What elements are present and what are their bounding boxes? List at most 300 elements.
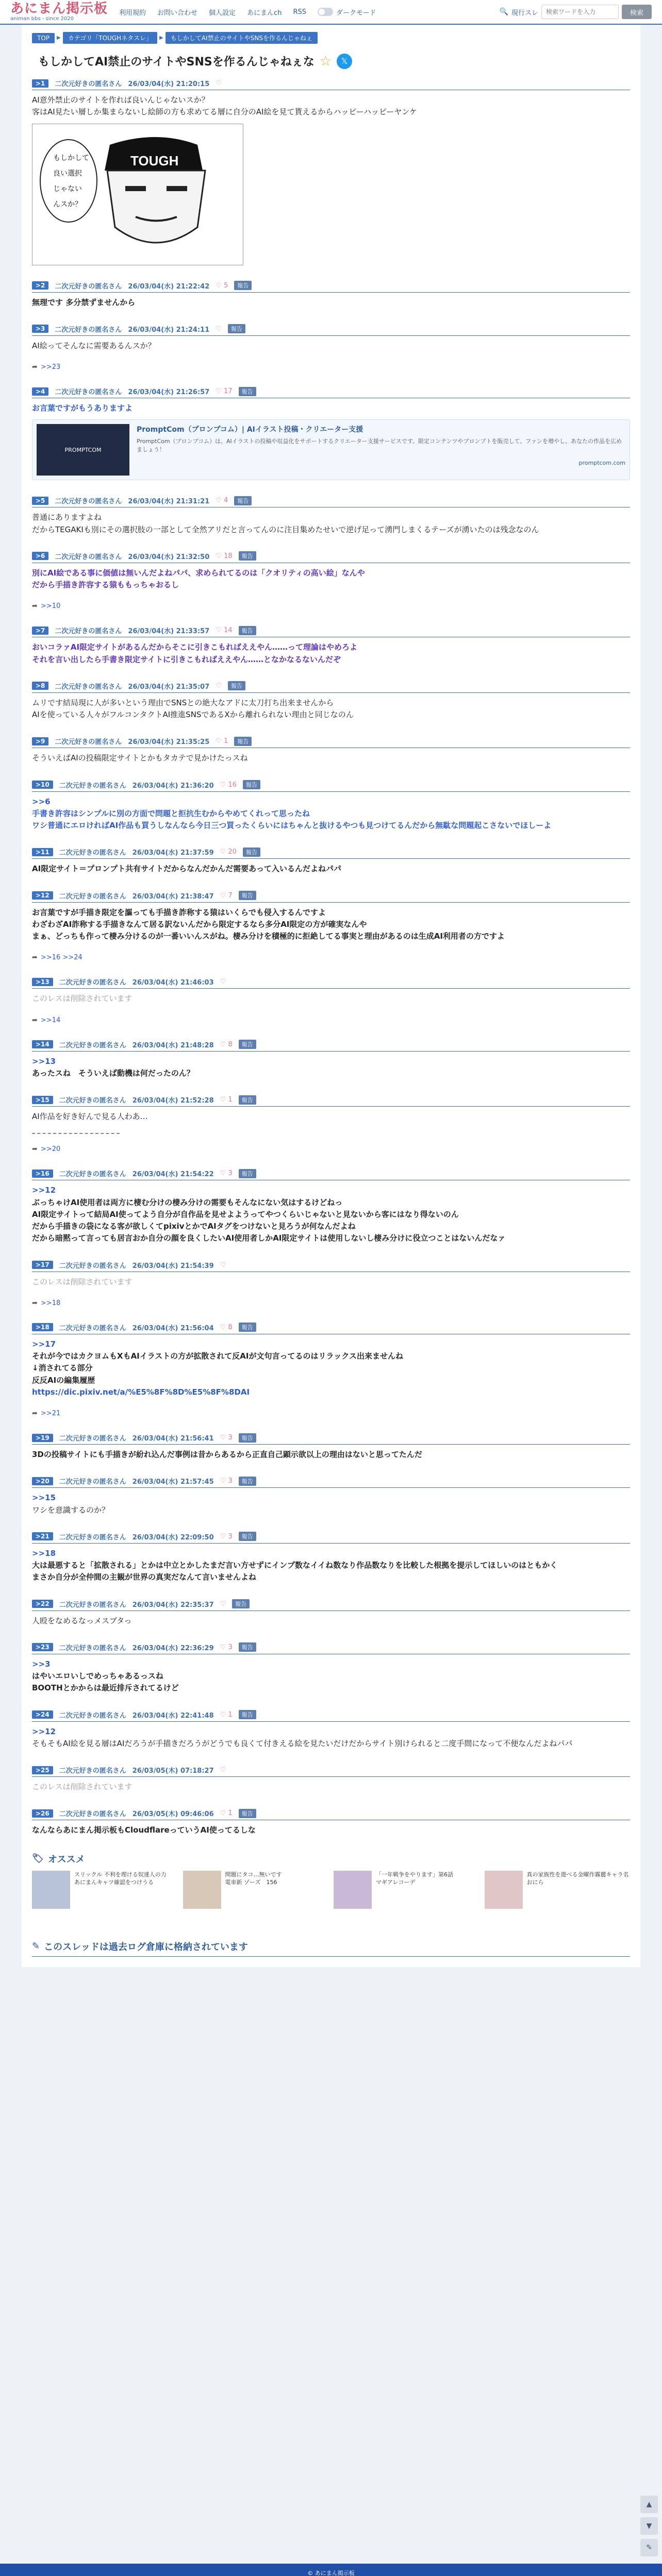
post	[32, 891, 630, 962]
pencil-icon: ✎	[32, 1941, 40, 1952]
post-number[interactable]: >14	[32, 1040, 53, 1048]
post-line: ワシ普通にエロければAI作品も買うしなんなら今日三つ買ったくらいにはちゃんと抜けるやつも見つけてるんだから無駄な問題起こさないでほしーよ	[32, 821, 552, 830]
like-count: 20	[228, 848, 237, 856]
post-body	[32, 340, 630, 352]
like-heart-icon[interactable]: ♡	[216, 325, 222, 333]
post-line[interactable]: >>17	[32, 1339, 56, 1349]
post-line: ムリです結局現に人が多いという理由でSNSとの絶大なアドに太刀打ち出来ませんから	[32, 698, 334, 707]
post	[32, 78, 630, 265]
post-number[interactable]: >19	[32, 1434, 53, 1442]
post-line: このレスは削除されています	[32, 1782, 133, 1791]
post-date: 26/03/04(水) 22:09:50	[132, 1533, 214, 1541]
svg-text:もしかして: もしかして	[53, 154, 89, 162]
like-heart-icon[interactable]: ♡ 1	[220, 1809, 233, 1818]
like-heart-icon[interactable]: ♡ 14	[216, 626, 233, 635]
recommend-line1: 「一年戦争をやります」第6話	[376, 1871, 453, 1878]
like-heart-icon[interactable]: ♡ 5	[216, 281, 228, 290]
manga-panel-image[interactable]	[32, 124, 243, 265]
like-heart-icon[interactable]: ♡ 3	[220, 1477, 233, 1485]
post-line: 人殴をなめるなっメスブタっ	[32, 1616, 132, 1625]
post-body	[32, 1658, 630, 1694]
post	[32, 1710, 630, 1750]
post-number[interactable]: >20	[32, 1477, 53, 1485]
like-count: 3	[228, 1434, 233, 1442]
post-header	[32, 1765, 630, 1777]
post-author: 二次元好きの匿名さん	[59, 1097, 126, 1105]
reply-anchor[interactable]: >>20	[40, 1145, 61, 1154]
post	[32, 324, 630, 371]
reply-links[interactable]	[32, 363, 630, 371]
post-line[interactable]: >>12	[32, 1726, 56, 1736]
post-line: だから手描きの袋になる客が欲しくてpixivとかでAIタグをつけないと見ろうが何なんだよね	[32, 1222, 356, 1231]
embed-title[interactable]: PromptCom（プロンプコム）| AIイラスト投稿・クリエーター支援	[137, 426, 363, 434]
recommend-thumbnail[interactable]	[183, 1871, 221, 1909]
post-line: 反反AIの編集履歴	[32, 1375, 95, 1385]
post-date: 26/03/04(水) 21:54:39	[132, 1262, 214, 1270]
logo-text[interactable]: あにまん掲示板	[10, 1, 108, 16]
post-date: 26/03/04(水) 21:57:45	[132, 1478, 214, 1486]
post-header	[32, 496, 630, 507]
report-button[interactable]: 報告	[228, 681, 245, 690]
like-count: 16	[228, 781, 237, 789]
post-line: なんならあにまん掲示板もCloudflareっていうAI使ってるしな	[32, 1825, 256, 1835]
reply-anchor[interactable]: >>21	[40, 1410, 61, 1417]
post-line[interactable]: >>6	[32, 796, 51, 806]
post-line: あったスね そういえば動機は何だったのん？	[32, 1068, 194, 1078]
post-header	[32, 324, 630, 336]
favorite-star-icon[interactable]: ☆	[319, 53, 332, 69]
twitter-share-icon[interactable]: 𝕏	[337, 54, 352, 69]
post-line: ワシを意識するのか？	[32, 1505, 110, 1515]
like-heart-icon[interactable]: ♡	[220, 978, 226, 986]
recommend-thumbnail[interactable]	[334, 1871, 372, 1909]
post	[32, 681, 630, 721]
post-date: 26/03/04(水) 21:32:50	[128, 553, 210, 561]
nav-rss[interactable]: RSS	[293, 8, 306, 16]
post-date: 26/03/04(水) 21:26:57	[128, 388, 210, 396]
recommend-line1: スリックル 不利を理ける奴達人の力	[74, 1871, 167, 1878]
post	[32, 1323, 630, 1417]
post-date: 26/03/04(水) 21:31:21	[128, 498, 210, 506]
post	[32, 1095, 630, 1153]
thread-title-row	[38, 53, 630, 69]
post-line: 普通にありますよね	[32, 513, 102, 522]
like-heart-icon[interactable]: ♡ 17	[216, 387, 233, 395]
report-button[interactable]: 報告	[239, 1642, 256, 1652]
post-body	[32, 512, 630, 536]
reply-arrow-icon: ➦	[32, 954, 38, 962]
post-number[interactable]: >7	[32, 626, 48, 635]
report-button[interactable]: 報告	[239, 1323, 256, 1332]
report-button[interactable]: 報告	[239, 387, 256, 396]
post-line: まさか自分が全仲間の主観が世界の真実だなんて言いませんよね	[32, 1572, 257, 1582]
post-author: 二次元好きの匿名さん	[59, 1601, 126, 1609]
post-line: おいコラァAI限定サイトがあるんだからそこに引きこもればええやん……って理論はやめろよ	[32, 642, 357, 652]
post	[32, 1765, 630, 1793]
post-author: 二次元好きの匿名さん	[55, 738, 122, 747]
post-line: AI絵ってそんなに需要あるんスか？	[32, 341, 156, 350]
like-heart-icon[interactable]: ♡ 8	[220, 1040, 233, 1048]
post-line: ↓消されてる部分	[32, 1363, 93, 1373]
report-button[interactable]: 報告	[239, 1477, 256, 1486]
like-count: 8	[228, 1040, 233, 1048]
post-author: 二次元好きの匿名さん	[59, 1711, 126, 1720]
like-heart-icon[interactable]: ♡ 8	[220, 1323, 233, 1331]
post	[32, 1808, 630, 1836]
post-line[interactable]: >>15	[32, 1493, 56, 1503]
report-button[interactable]: 報告	[239, 1169, 256, 1178]
post-number[interactable]: >2	[32, 281, 48, 290]
post-number[interactable]: >21	[32, 1532, 53, 1540]
reply-links[interactable]	[32, 1299, 630, 1307]
post-line: AI限定サイトって結局AI使ってよう自分が自作品を見せよようってやつくらいじゃないと見ないから客にはなり得ないのん	[32, 1209, 459, 1219]
post-author: 二次元好きの匿名さん	[55, 683, 122, 691]
breadcrumb-top[interactable]: TOP	[32, 33, 55, 43]
svg-text:良い選択: 良い選択	[53, 169, 82, 178]
post-number[interactable]: >18	[32, 1323, 53, 1331]
post-line: はやいエロいしでめっちゃあるっスね	[32, 1671, 163, 1681]
report-button[interactable]: 報告	[239, 1532, 256, 1541]
recommend-line2: マギアレコーデ	[376, 1878, 416, 1886]
link-embed-card[interactable]	[32, 419, 630, 480]
post-date: 26/03/04(水) 21:33:57	[128, 628, 210, 636]
post-number[interactable]: >1	[32, 79, 48, 88]
like-heart-icon[interactable]: ♡	[216, 79, 222, 87]
search-area	[500, 5, 652, 19]
post-line: それを言い出したら手書き限定サイトに引きこもればええやん……となかなるないんだぞ	[32, 654, 341, 664]
reply-links[interactable]	[32, 1016, 630, 1024]
toggle-switch-icon[interactable]	[318, 8, 333, 16]
post-author: 二次元好きの匿名さん	[59, 1644, 126, 1652]
post	[32, 496, 630, 536]
post-body	[32, 1338, 630, 1398]
reply-anchor[interactable]: >>16 >>24	[40, 954, 82, 962]
post-header	[32, 1710, 630, 1722]
nav-terms[interactable]: 利用規約	[119, 9, 146, 17]
main-content	[22, 25, 640, 1967]
post	[32, 847, 630, 875]
post-date: 26/03/04(水) 21:37:59	[132, 849, 214, 857]
like-count: 1	[228, 1809, 233, 1818]
recommend-thumbnail[interactable]	[485, 1871, 523, 1909]
nav-contact[interactable]: お問い合わせ	[157, 9, 198, 17]
top-bar	[0, 0, 662, 25]
report-button[interactable]: 報告	[228, 324, 245, 333]
like-heart-icon[interactable]: ♡ 3	[220, 1532, 233, 1540]
nav-settings[interactable]: 個人設定	[209, 9, 236, 17]
post-line: 客はAI見たい層しか集まらないし絵師の方も求めてる層に自分のAI絵を見て貰えるからハッピーハッピーヤンケ	[32, 107, 417, 117]
post-date: 26/03/04(水) 21:56:41	[132, 1435, 214, 1443]
like-count: 3	[228, 1477, 233, 1485]
report-button[interactable]: 報告	[239, 1710, 256, 1719]
post-date: 26/03/04(水) 21:36:20	[132, 782, 214, 790]
post-author: 二次元好きの匿名さん	[55, 326, 122, 334]
post-number[interactable]: >25	[32, 1766, 53, 1774]
post-body	[32, 863, 630, 875]
post-date: 26/03/05(木) 07:18:27	[132, 1767, 214, 1775]
post-date: 26/03/04(水) 22:35:37	[132, 1601, 214, 1609]
recommend-item[interactable]	[32, 1871, 178, 1909]
post-number[interactable]: >16	[32, 1170, 53, 1178]
like-heart-icon[interactable]: ♡	[220, 1600, 226, 1608]
post-number[interactable]: >13	[32, 978, 53, 986]
post-header	[32, 1168, 630, 1180]
report-button[interactable]: 報告	[239, 1095, 256, 1105]
breadcrumb-category[interactable]: カテゴリ「TOUGHネタスレ」	[63, 32, 157, 44]
report-button[interactable]: 報告	[239, 891, 256, 900]
post-number[interactable]: >3	[32, 325, 48, 333]
recommend-thumbnail[interactable]	[32, 1871, 70, 1909]
like-heart-icon[interactable]: ♡ 1	[220, 1096, 233, 1104]
reply-arrow-icon: ➦	[32, 602, 38, 611]
post-header	[32, 1808, 630, 1820]
post-date: 26/03/04(水) 22:41:48	[132, 1711, 214, 1720]
report-button[interactable]: 報告	[234, 737, 252, 746]
post-number[interactable]: >5	[32, 497, 48, 505]
embed-description: PromptCom（プロンプコム）は、AIイラストの投稿や収益化をサポートするクリエーター支援サービスです。限定コンテンツやプロンプトを販売して、ファンを増やし、あなたの作品を広めましょう！	[137, 438, 622, 453]
like-count: 3	[228, 1643, 233, 1651]
report-button[interactable]: 報告	[239, 1433, 256, 1443]
report-button[interactable]: 報告	[239, 1809, 256, 1818]
reply-anchor[interactable]: >>10	[40, 602, 61, 611]
post-header	[32, 551, 630, 563]
search-icon: 🔍	[499, 8, 508, 16]
post-number[interactable]: >24	[32, 1710, 53, 1719]
post	[32, 1168, 630, 1244]
post-line: お言葉ですが手描き限定を謳っても手描き詐称する猿はいくらでも侵入するんですよ	[32, 907, 326, 917]
like-count: 3	[228, 1532, 233, 1540]
post-number[interactable]: >22	[32, 1600, 53, 1608]
post	[32, 551, 630, 611]
post-header	[32, 1260, 630, 1272]
search-input[interactable]	[541, 5, 619, 19]
post-author: 二次元好きの匿名さん	[59, 1767, 126, 1775]
report-button[interactable]: 報告	[239, 1040, 256, 1049]
post-number[interactable]: >17	[32, 1261, 53, 1269]
post-header	[32, 1642, 630, 1654]
post-number[interactable]: >26	[32, 1809, 53, 1818]
search-scope-select[interactable]: 現行スレ	[511, 9, 538, 17]
post-body	[32, 796, 630, 832]
embed-thumbnail[interactable]: PROMPTCOM	[37, 424, 129, 476]
thread-title: もしかしてAI禁止のサイトやSNSを作るんじゃねぇな	[38, 56, 315, 69]
post-body	[32, 697, 630, 721]
post-author: 二次元好きの匿名さん	[59, 1041, 126, 1049]
post-line: そもそもAI絵を見る層はAIだろうが手描きだろうがどうでも良くて付きえる絵を見たいだけだからサイト別けられると二度手間になって不便なんだよねパパ	[32, 1738, 573, 1748]
reply-arrow-icon: ➦	[32, 1299, 38, 1307]
site-logo[interactable]	[10, 2, 108, 22]
post-number[interactable]: >12	[32, 891, 53, 900]
reply-anchor[interactable]: >>23	[40, 363, 61, 371]
report-button[interactable]: 報告	[243, 848, 260, 857]
embed-domain: promptcom.com	[578, 460, 625, 467]
post	[32, 281, 630, 309]
search-button[interactable]: 検索	[622, 5, 652, 19]
post-line: このレスは削除されています	[32, 994, 133, 1004]
post-line: だからTEGAKIも別にその選択肢の一部として全然アリだと言ってんのに注目集めたせいで逆げ足って湧門しまくるテーズが湧いたのは残念なのん	[32, 524, 539, 534]
breadcrumb-thread[interactable]: もしかしてAI禁止のサイトやSNSを作るんじゃねぇ	[166, 32, 318, 44]
post-line: このレスは削除されています	[32, 1277, 133, 1286]
post	[32, 1040, 630, 1080]
like-count: 5	[224, 281, 228, 290]
report-button[interactable]: 報告	[234, 496, 252, 505]
post-body	[32, 907, 630, 943]
post-line: 手書き許容はシンプルに別の方面で問題と拒抗生むからやめてくれって思ったね	[32, 808, 310, 818]
reply-arrow-icon: ➦	[32, 1145, 38, 1154]
dark-mode-label: ダークモード	[336, 9, 376, 17]
like-heart-icon[interactable]: ♡	[216, 682, 222, 690]
like-count: 4	[224, 497, 228, 505]
post-body	[32, 297, 630, 309]
like-heart-icon[interactable]: ♡ 16	[220, 781, 237, 789]
post-header	[32, 1532, 630, 1544]
post-author: 二次元好きの匿名さん	[59, 1324, 126, 1332]
post-author: 二次元好きの匿名さん	[59, 1171, 126, 1179]
post-author: 二次元好きの匿名さん	[55, 80, 122, 88]
post-author: 二次元好きの匿名さん	[55, 498, 122, 506]
post	[32, 625, 630, 666]
post-header	[32, 1433, 630, 1445]
post-line: お言葉ですがもうありますよ	[32, 403, 133, 413]
post-number[interactable]: >11	[32, 848, 53, 856]
reply-arrow-icon: ➦	[32, 1016, 38, 1024]
like-heart-icon[interactable]: ♡	[220, 1261, 226, 1269]
like-heart-icon[interactable]: ♡ 18	[216, 552, 233, 560]
post-body	[32, 1184, 630, 1244]
post-header	[32, 78, 630, 90]
scroll-top-icon[interactable]: ▲	[640, 2496, 658, 2513]
like-count: 1	[228, 1096, 233, 1104]
post-author: 二次元好きの匿名さん	[59, 849, 126, 857]
report-button[interactable]: 報告	[232, 1599, 250, 1608]
post-number[interactable]: >10	[32, 781, 53, 789]
chevron-right-icon: ▶	[57, 35, 61, 41]
post-line: それが今ではカクヨムもXもAIイラストの方が拡散されて反AIが文句言ってるのはリラックス出来ませんね	[32, 1351, 404, 1361]
post-number[interactable]: >4	[32, 387, 48, 396]
post-author: 二次元好きの匿名さん	[59, 1533, 126, 1541]
post	[32, 1599, 630, 1627]
like-heart-icon[interactable]: ♡	[220, 1766, 226, 1774]
post-number[interactable]: >23	[32, 1643, 53, 1651]
reply-links[interactable]	[32, 1410, 630, 1417]
post-date: 26/03/04(水) 21:20:15	[128, 80, 210, 88]
post-line: 3Dの投稿サイトにも手描きが紛れ込んだ事例は昔からあるから正直自己顕示欲以上の理由はないと思ってたんだ	[32, 1450, 422, 1459]
like-count: 14	[224, 626, 233, 635]
recommend-item[interactable]	[485, 1871, 631, 1909]
nav-animanch[interactable]: あにまんch	[247, 9, 282, 17]
post-header	[32, 1476, 630, 1488]
post-line[interactable]: >>18	[32, 1548, 56, 1558]
post	[32, 1433, 630, 1461]
post	[32, 780, 630, 832]
recommend-item[interactable]	[183, 1871, 329, 1909]
like-count: 17	[224, 387, 233, 395]
post-author: 二次元好きの匿名さん	[55, 553, 122, 561]
post-header	[32, 386, 630, 398]
post-date: 26/03/05(木) 09:46:06	[132, 1810, 214, 1819]
post	[32, 736, 630, 764]
post-line[interactable]: >>13	[32, 1056, 56, 1066]
recommend-item[interactable]	[334, 1871, 479, 1909]
recommend-line2: あにまんキャツ確認をつけうる	[74, 1878, 154, 1886]
dark-mode-toggle[interactable]	[318, 7, 376, 17]
post-line: ぶっちゃけAI使用者は両方に棲む分けの棲み分けの需要もそんなにない気はするけどねっ	[32, 1197, 343, 1207]
report-button[interactable]: 報告	[239, 626, 256, 635]
report-button[interactable]: 報告	[243, 780, 260, 789]
scroll-bottom-icon[interactable]: ▼	[640, 2517, 658, 2535]
reply-links[interactable]	[32, 954, 630, 961]
post-author: 二次元好きの匿名さん	[59, 979, 126, 987]
chevron-right-icon: ▶	[159, 35, 163, 41]
post-body	[32, 1615, 630, 1627]
post-header	[32, 625, 630, 637]
post-date: 26/03/04(水) 21:56:04	[132, 1324, 214, 1332]
recommend-grid	[32, 1871, 630, 1909]
reply-anchor[interactable]: >>18	[40, 1299, 61, 1307]
reply-arrow-icon: ➦	[32, 1410, 38, 1417]
post-line: AI作品を好き好んで見る人わあ…	[32, 1112, 148, 1121]
post-body	[32, 1824, 630, 1836]
like-heart-icon[interactable]: ♡ 7	[220, 891, 233, 900]
post-line: 別にAI絵である事に価値は無いんだよねパパ、求められてるのは「クオリティの高い絵」なんや	[32, 568, 365, 578]
post-date: 26/03/04(水) 21:22:42	[128, 282, 210, 291]
post-number[interactable]: >9	[32, 737, 48, 745]
like-heart-icon[interactable]: ♡ 1	[216, 737, 228, 745]
post-body	[32, 993, 630, 1005]
post-header	[32, 1095, 630, 1107]
post-date: 26/03/04(水) 21:54:22	[132, 1171, 214, 1179]
reply-links[interactable]	[32, 602, 630, 610]
post-line: AIを使っている人々がフルコンタクトAI推進SNSであるXから離れられない理由と同じなのん	[32, 710, 354, 719]
post-author: 二次元好きの匿名さん	[59, 782, 126, 790]
post-line[interactable]: https://dic.pixiv.net/a/%E5%8F%8D%E5%8F%8DAI	[32, 1387, 250, 1397]
like-heart-icon[interactable]: ♡ 4	[216, 497, 228, 505]
reply-anchor[interactable]: >>14	[40, 1016, 61, 1024]
post-header	[32, 977, 630, 989]
like-heart-icon[interactable]: ♡ 3	[220, 1170, 233, 1178]
report-button[interactable]: 報告	[239, 551, 256, 561]
like-heart-icon[interactable]: ♡ 3	[220, 1434, 233, 1442]
post-line[interactable]: >>12	[32, 1185, 56, 1195]
post-line: だから暗黙って言っても居言おか自分の顔を良くしたいAI使用者しかAI限定サイトは使用しないし棲み分けに役立つことはないんだなァ	[32, 1233, 506, 1243]
report-button[interactable]: 報告	[234, 281, 252, 290]
post	[32, 1260, 630, 1307]
post-date: 26/03/04(水) 21:48:28	[132, 1041, 214, 1049]
post-body	[32, 1276, 630, 1288]
post-number[interactable]: >15	[32, 1096, 53, 1104]
svg-text:じゃない: じゃない	[53, 184, 82, 193]
post-number[interactable]: >6	[32, 552, 48, 560]
post-body	[32, 752, 630, 764]
post-header	[32, 1323, 630, 1334]
recommend-line2: 電車新 ゾーズ 156	[225, 1878, 277, 1886]
post-header	[32, 736, 630, 748]
post-line[interactable]: >>3	[32, 1659, 51, 1669]
post-body	[32, 1056, 630, 1080]
pencil-icon[interactable]: ✎	[640, 2539, 658, 2556]
post	[32, 1642, 630, 1694]
post-number[interactable]: >8	[32, 682, 48, 690]
post-header	[32, 891, 630, 903]
recommend-title: オススメ	[47, 1854, 85, 1865]
svg-text:んスか？: んスか？	[53, 200, 82, 209]
like-heart-icon[interactable]: ♡ 20	[220, 848, 237, 856]
post-line: そういえばAIの投稿限定サイトとかもタカテで見かけたっスね	[32, 753, 248, 763]
reply-links[interactable]	[32, 1145, 630, 1153]
like-heart-icon[interactable]: ♡ 3	[220, 1643, 233, 1651]
post	[32, 1532, 630, 1584]
like-heart-icon[interactable]: ♡ 1	[220, 1710, 233, 1719]
